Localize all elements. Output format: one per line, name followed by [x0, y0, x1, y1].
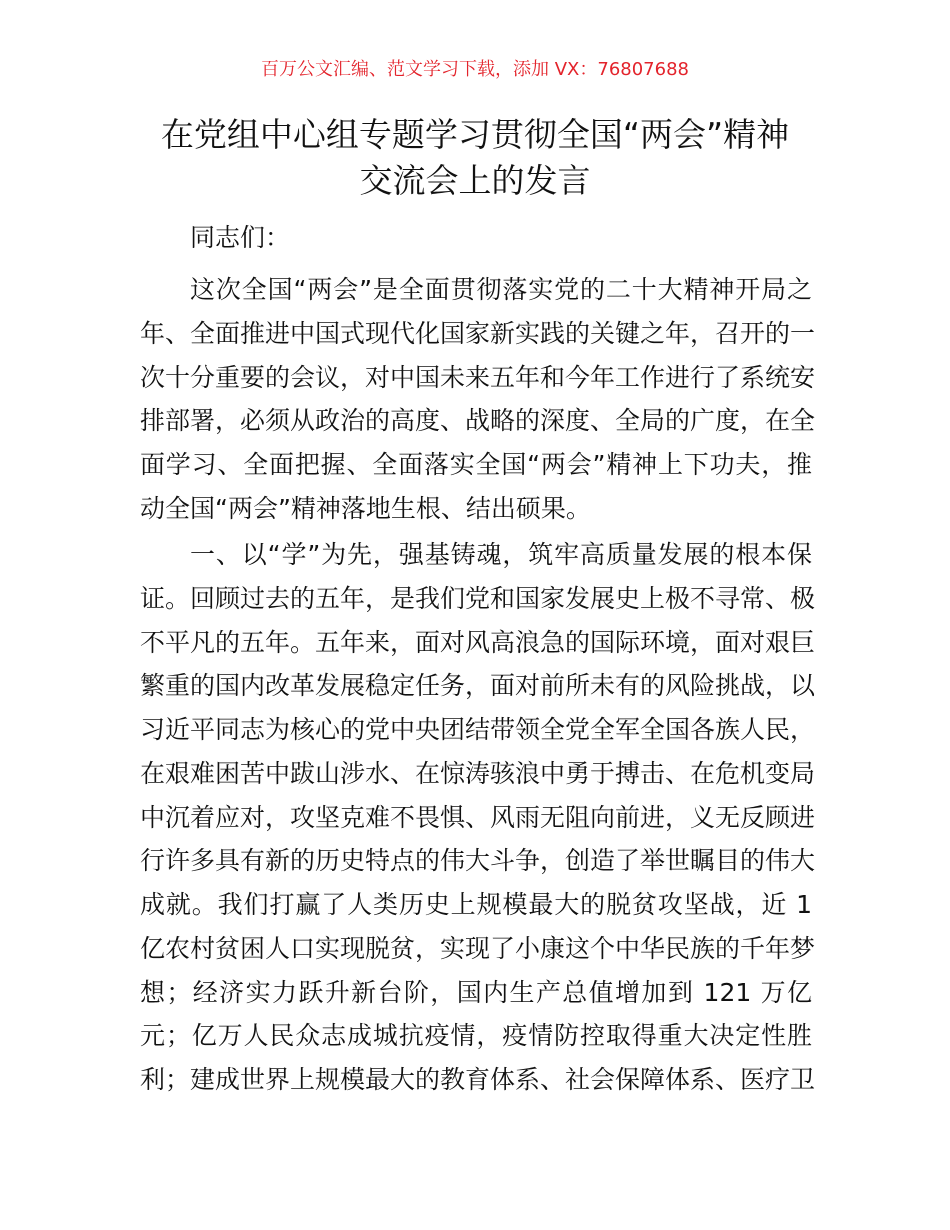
text-line: 繁重的国内改革发展稳定任务，面对前所未有的风险挑战，以	[140, 671, 816, 701]
text-line: 动全国“两会”精神落地生根、结出硕果。	[140, 493, 591, 523]
text-line: 不平凡的五年。五年来，面对风高浪急的国际环境，面对艰巨	[140, 627, 816, 657]
title-line-1: 在党组中心组专题学习贯彻全国“两会”精神	[160, 115, 790, 154]
text-line: 行许多具有新的历史特点的伟大斗争，创造了举世瞩目的伟大	[140, 846, 816, 876]
text-line: 在艰难困苦中跋山涉水、在惊涛骇浪中勇于搏击、在危机变局	[140, 758, 816, 788]
text-line: 成就。我们打赢了人类历史上规模最大的脱贫攻坚战，近 1	[140, 890, 812, 919]
text-line: 面学习、全面把握、全面落实全国“两会”精神上下功夫，推	[140, 450, 812, 479]
text-line: 习近平同志为核心的党中央团结带领全党全军全国各族人民，	[140, 715, 816, 744]
text-line: 年、全面推进中国式现代化国家新实践的关键之年，召开的一	[140, 318, 816, 348]
text-line: 次十分重要的会议，对中国未来五年和今年工作进行了系统安	[140, 362, 816, 392]
document-title	[0, 112, 950, 204]
text-line: 排部署，必须从政治的高度、战略的深度、全局的广度，在全	[140, 406, 816, 436]
paragraph-2	[140, 533, 816, 1102]
text-line: 证。回顾过去的五年，是我们党和国家发展史上极不寻常、极	[140, 583, 816, 613]
title-line-2: 交流会上的发言	[359, 161, 591, 200]
text-line: 利；建成世界上规模最大的教育体系、社会保障体系、医疗卫	[140, 1065, 816, 1094]
watermark-header: 百万公文汇编、范文学习下载，添加 VX：76807688	[261, 59, 689, 80]
paragraph-1	[140, 268, 816, 531]
text-line: 一、以“学”为先，强基铸魂，筑牢高质量发展的根本保	[190, 540, 812, 569]
greeting: 同志们：	[190, 223, 291, 252]
text-line: 想；经济实力跃升新台阶，国内生产总值增加到 121 万亿	[140, 977, 812, 1007]
text-line: 亿农村贫困人口实现脱贫，实现了小康这个中华民族的千年梦	[140, 933, 816, 963]
text-line: 这次全国“两会”是全面贯彻落实党的二十大精神开局之	[190, 275, 812, 304]
text-line: 元；亿万人民众志成城抗疫情，疫情防控取得重大决定性胜	[140, 1021, 812, 1051]
text-line: 中沉着应对，攻坚克难不畏惧、风雨无阻向前进，义无反顾进	[140, 802, 816, 832]
